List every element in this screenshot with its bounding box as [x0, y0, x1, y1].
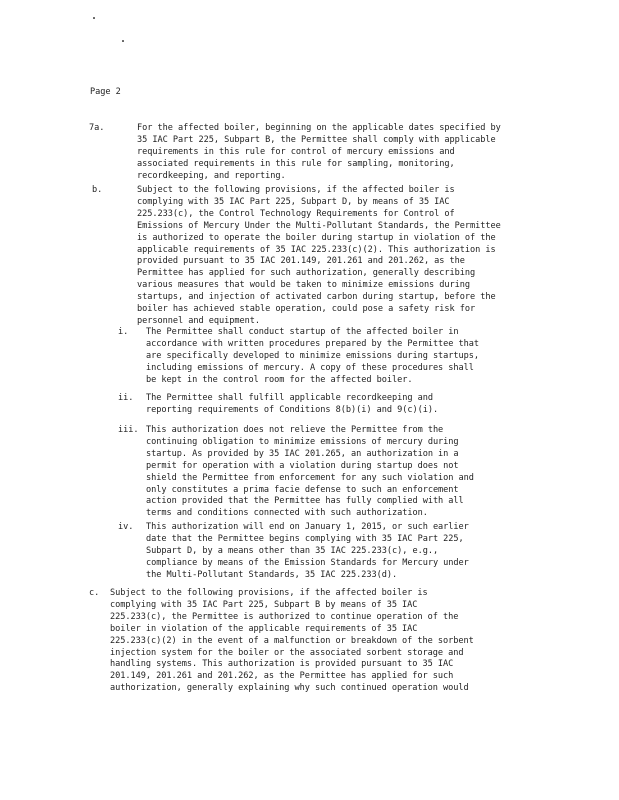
subitem-marker: iii. [118, 425, 139, 435]
item-marker: b. [92, 185, 103, 195]
item-text: Subject to the following provisions, if the affected boiler is complying with 35 IAC Part 225, Subpart D, by means of 35 IAC 225.233(c), the Control Technology Requirements for Control of Emissions of Mercury Under the Multi-Pollutant Standards, the Permittee is authorized to operate the boiler during startup in violation of the applicable requirements of 35 IAC 225.233(c)(2). This authorization is provided pursuant to 35 IAC 201.149, 201.261 and 201.262, as the Permittee has applied for such authorization, generally describing various measures that would be taken to minimize emissions during startups, and injection of activated carbon during startup, before the boiler has achieved stable operation, could pose a safety risk for personnel and equipment. [137, 185, 501, 326]
item-text: Subject to the following provisions, if the affected boiler is complying with 35 IAC Part 225, Subpart B by means of 35 IAC 225.233(c), the Permittee is authorized to continue operation of the boiler in violation of the applicable requirements of 35 IAC 225.233(c)(2) in the event of a malfunction or breakdown of the sorbent injection system for the boiler or the associated sorbent storage and handling systems. This authorization is provided pursuant to 35 IAC 201.149, 201.261 and 201.262, as the Permittee has applied for such authorization, generally explaining why such continued operation would [110, 588, 474, 694]
subitem-i [118, 327, 608, 387]
subitem-marker: i. [118, 327, 129, 337]
subitem-marker: iv. [118, 522, 134, 532]
scan-speck [122, 40, 124, 42]
item-text: For the affected boiler, beginning on the applicable dates specified by 35 IAC Part 225, Subpart B, the Permittee shall comply with applicable requirements in this rule for control of mercury emissions and associated requirements in this rule for sampling, monitoring, recordkeeping, and reporting. [137, 123, 501, 181]
subitem-text: This authorization will end on January 1, 2015, or such earlier date that the Permittee begins complying with 35 IAC Part 225, Subpart D, by a means other than 35 IAC 225.233(c), e.g., compliance by means of the Emission Standards for Mercury under the Multi-Pollutant Standards, 35 IAC 225.233(d). [146, 522, 469, 580]
subitem-marker: ii. [118, 393, 134, 403]
item-b [89, 185, 609, 328]
subitem-text: The Permittee shall fulfill applicable recordkeeping and reporting requirements of Conditions 8(b)(i) and 9(c)(i). [146, 393, 439, 415]
item-marker: c. [89, 588, 100, 598]
subitem-iii [118, 425, 608, 520]
subitem-text: The Permittee shall conduct startup of the affected boiler in accordance with written procedures prepared by the Permittee that are specifically developed to minimize emissions during startups, including emissions of mercury. A copy of these procedures shall be kept in the control room for the affected boiler. [146, 327, 480, 385]
subitem-text: This authorization does not relieve the Permittee from the continuing obligation to minimize emissions of mercury during startup. As provided by 35 IAC 201.265, an authorization in a permit for operation with a violation during startup does not shield the Permittee from enforcement for any such violation and only constitutes a prima facie defense to such an enforcement action provided that the Permittee has fully complied with all terms and conditions connected with such authorization. [146, 425, 474, 519]
item-marker: 7a. [89, 123, 105, 133]
page-number: Page 2 [90, 87, 121, 97]
item-c [89, 588, 609, 695]
subitem-ii [118, 393, 608, 417]
scan-speck [93, 17, 95, 19]
subitem-iv [118, 522, 608, 582]
item-7a [89, 123, 609, 183]
